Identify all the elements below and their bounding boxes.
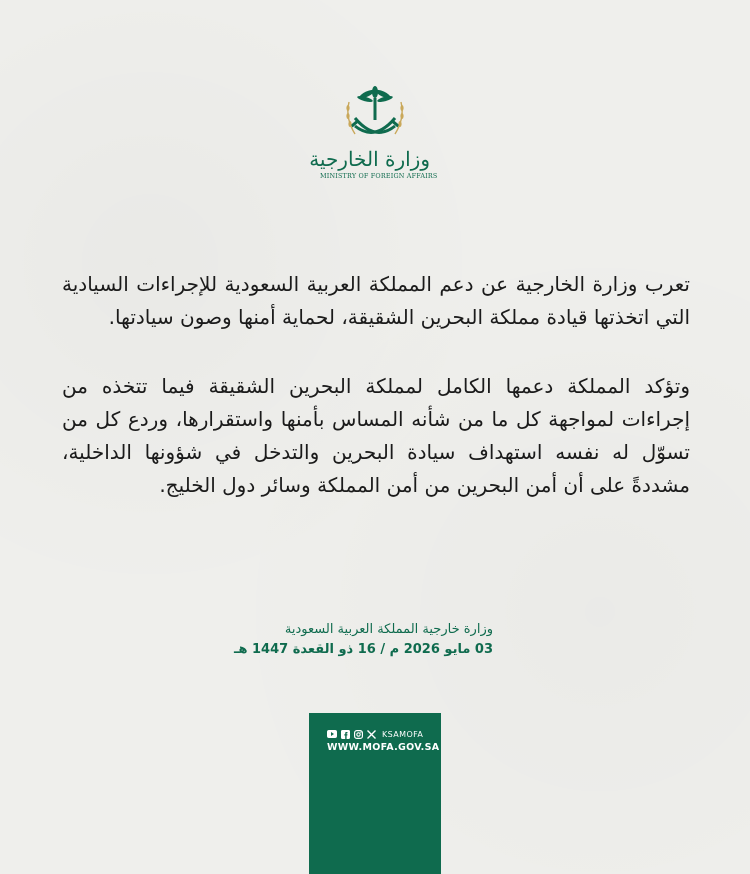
x-icon[interactable] xyxy=(366,729,376,739)
footer-box xyxy=(309,713,441,874)
ministry-logo xyxy=(309,84,438,189)
statement-paragraph-2: وتؤكد المملكة دعمها الكامل لمملكة البحرين الشقيقة فيما تتخذه من إجراءات لمواجهة كل ما من شأنه المساس بأمنها واستقرارها، وردع كل من تسوّل له نفسه استهداف سيادة البحرين والتدخل في شؤونها الداخلية، مشددةً على أن أمن البحرين من أمن المملكة وسائر دول الخليج. xyxy=(62,374,690,497)
saudi-emblem-icon xyxy=(343,84,407,146)
issuer-name: وزارة خارجية المملكة العربية السعودية xyxy=(284,622,493,637)
statement-body xyxy=(62,268,690,502)
social-links xyxy=(327,728,423,740)
social-handle[interactable]: KSAMOFA xyxy=(382,729,424,739)
ministry-name-arabic: وزارة الخارجية xyxy=(309,147,430,171)
youtube-icon[interactable] xyxy=(327,729,337,739)
facebook-icon[interactable] xyxy=(340,729,350,739)
website-link[interactable]: WWW.MOFA.GOV.SA xyxy=(327,742,440,753)
signature-block xyxy=(234,620,493,660)
instagram-icon[interactable] xyxy=(353,729,363,739)
issue-date: 03 مايو 2026 م / 16 ذو القعدة 1447 هـ xyxy=(234,642,493,657)
statement-paragraph-1: تعرب وزارة الخارجية عن دعم المملكة العربية السعودية للإجراءات السيادية التي اتخذتها قيادة مملكة البحرين الشقيقة، لحماية أمنها وصون سيادتها. xyxy=(62,272,690,329)
ministry-name-english: MINISTRY OF FOREIGN AFFAIRS xyxy=(320,172,438,180)
